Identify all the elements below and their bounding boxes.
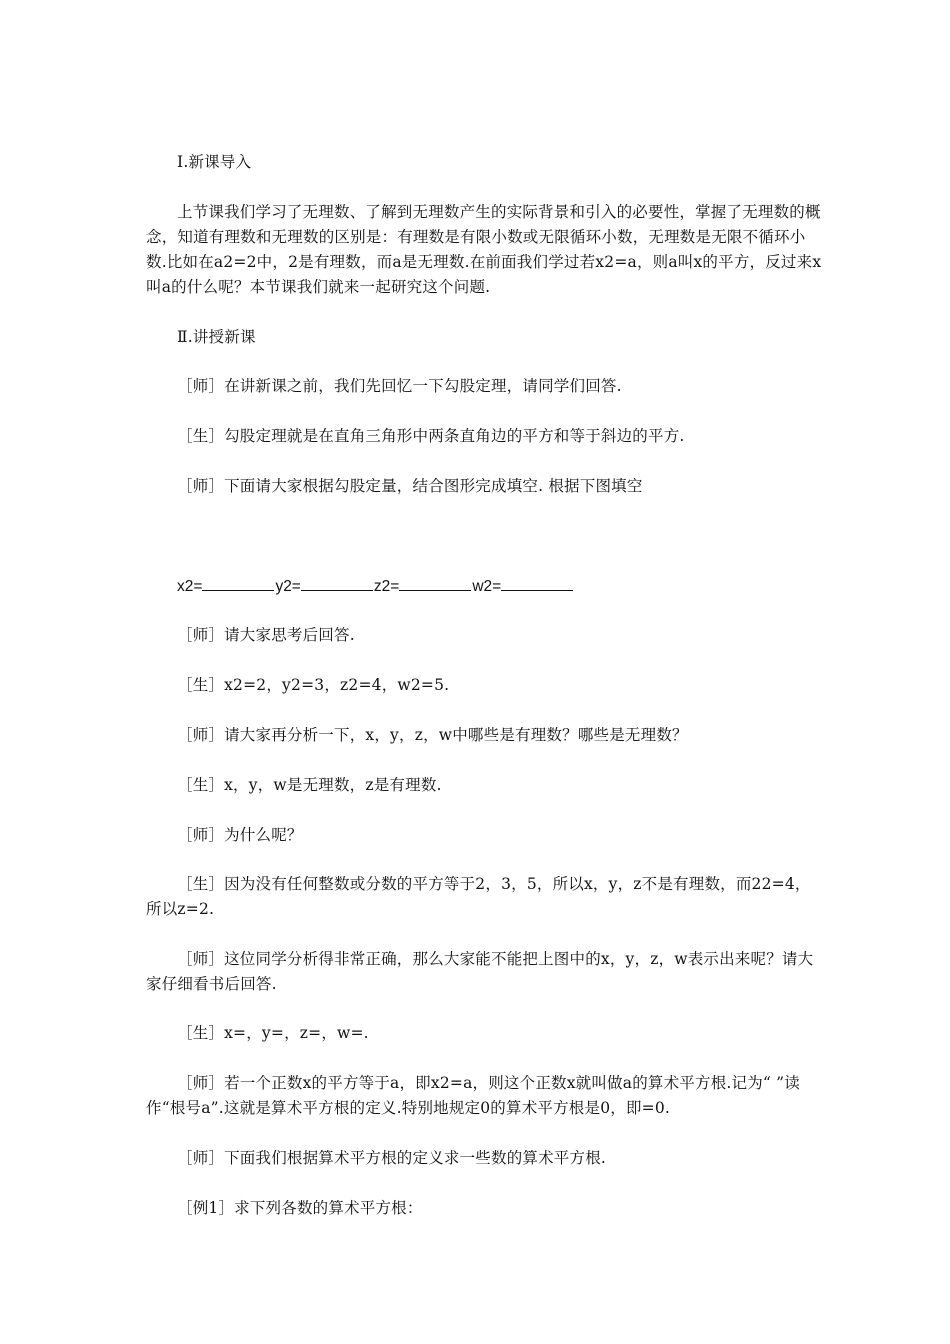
- blank-y-field[interactable]: [301, 574, 373, 591]
- dialogue-line: ［师］请大家思考后回答.: [177, 626, 355, 644]
- intro-paragraph: 上节课我们学习了无理数、了解到无理数产生的实际背景和引入的必要性，掌握了无理数的概念，知道有理数和无理数的区别是：有理数是有限小数或无限循环小数，无理数是无限不循环小数.比如在a2=2中，2是有理数，而a是无理数.在前面我们学过若x2=a，则a叫x的平方，反过来x叫a的什么呢？本节课我们就来一起研究这个问题.: [146, 203, 822, 296]
- blank-w-field[interactable]: [501, 574, 573, 591]
- dialogue-paragraph: ［师］这位同学分析得非常正确，那么大家能不能把上图中的x，y，z，w表示出来呢？请大家仔细看书后回答.: [146, 950, 814, 993]
- dialogue-paragraph: ［生］因为没有任何整数或分数的平方等于2，3，5，所以x，y，z不是有理数，而22=4，所以z=2.: [146, 875, 811, 918]
- dialogue-line: ［师］下面请大家根据勾股定量，结合图形完成填空. 根据下图填空: [177, 477, 643, 495]
- section-heading-intro: Ⅰ.新课导入: [177, 153, 252, 171]
- dialogue-line: ［生］x=，y=，z=，w=.: [177, 1024, 369, 1042]
- dialogue-line: ［例1］求下列各数的算术平方根：: [177, 1199, 423, 1217]
- dialogue-line: ［生］x，y，w是无理数，z是有理数.: [177, 776, 442, 794]
- dialogue-line: ［生］x2=2，y2=3，z2=4，w2=5.: [177, 676, 450, 694]
- fill-in-blanks: [177, 574, 574, 599]
- blank-x-field[interactable]: [202, 574, 274, 591]
- blank-z-field[interactable]: [399, 574, 471, 591]
- dialogue-paragraph: ［师］若一个正数x的平方等于a，即x2=a，则这个正数x就叫做a的算术平方根.记为“ ”读作“根号a”.这就是算术平方根的定义.特别地规定0的算术平方根是0，即=0.: [146, 1074, 801, 1117]
- dialogue-line: ［师］下面我们根据算术平方根的定义求一些数的算术平方根.: [177, 1149, 607, 1167]
- dialogue-line: ［师］为什么呢？: [177, 826, 303, 844]
- section-heading-teach: Ⅱ.讲授新课: [177, 328, 256, 346]
- dialogue-line: ［生］勾股定理就是在直角三角形中两条直角边的平方和等于斜边的平方.: [177, 427, 685, 445]
- dialogue-line: ［师］请大家再分析一下，x，y，z，w中哪些是有理数？哪些是无理数？: [177, 726, 688, 744]
- blank-z-label: z2=: [373, 578, 400, 595]
- blank-y-label: y2=: [275, 578, 301, 595]
- blank-w-label: w2=: [472, 578, 502, 595]
- dialogue-line: ［师］在讲新课之前，我们先回忆一下勾股定理，请同学们回答.: [177, 377, 622, 395]
- blank-x-label: x2=: [177, 578, 203, 595]
